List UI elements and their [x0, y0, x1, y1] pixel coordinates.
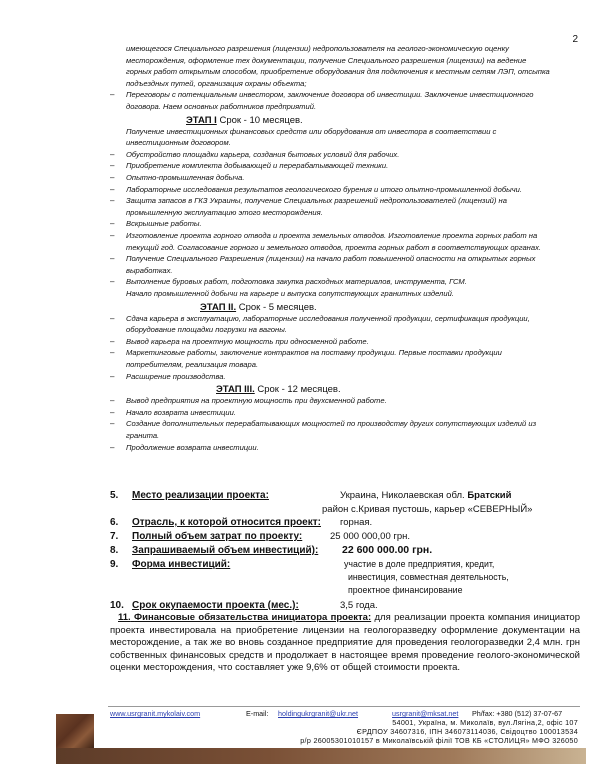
stage-1-line: промышленную эксплуатацию этого месторождения. [126, 207, 323, 217]
bullet-dash: – [110, 419, 115, 429]
stage-1-line: Получение Специального Разрешения (лицензии) на начало работ повышенной опасности на открытых горных [126, 254, 536, 264]
section-10-label: Срок окупаемости проекта (мес.): [132, 600, 299, 611]
stage-1-line: Получение инвестиционных финансовых средств или оборудования от инвестора в соответствии с [126, 126, 497, 136]
section-10-value: 3,5 года. [340, 600, 378, 611]
intro-line: горных работ открытым способом, приобретение оборудования для подключения к местным сетям ЛЭП, отсыпка [126, 67, 550, 77]
section-9-number: 9. [110, 559, 119, 570]
bullet-dash: – [110, 371, 115, 381]
section-5-value: Украина, Николаевская обл. Братский [340, 490, 512, 501]
footer-bank: р/р 26005301010157 в Миколаївській філії ТОВ КБ «СТОЛИЦЯ» МФО 326050 [300, 736, 578, 745]
section-9-label: Форма инвестиций: [132, 559, 231, 570]
stage-1-line: Приобретение комплекта добывающей и перерабатывающей техники. [126, 161, 389, 171]
section-11-text: для реализации проекта компания инициатор проекта инвестировала на приобретение лицензии на геологоразведку оформление документации на месторождение, а так же во вновь созданное предприятие для проведения геологоразведки 2,4 млн. грн собственных финансовых средств и продолжает в настоящее время проведение геолого-экономической оценки месторождения, что составляет уже 9,6% от общей стоимости проекта. [110, 612, 581, 673]
stage-1-line: инвестиционным договором. [126, 138, 231, 148]
stage-1-line: выработках. [126, 265, 173, 275]
bullet-dash: – [110, 348, 115, 358]
bullet-dash: – [110, 219, 115, 229]
bullet-dash: – [110, 396, 115, 406]
intro-line: договора. Наем основных работников предприятий. [126, 102, 317, 111]
section-11-heading: 11. Финансовые обязательства инициатора проекта: [118, 612, 372, 623]
stage-1-heading: ЭТАП I Срок - 10 месяцев. [186, 114, 303, 126]
intro-line: месторождения, оформление тех документации, получение Специального разрешения (лицензии) на ведение [126, 55, 527, 65]
section-6-label: Отрасль, к которой относится проект: [132, 517, 321, 528]
granite-footer-band [56, 748, 586, 764]
section-7-value: 25 000 000,00 грн. [330, 531, 411, 542]
stage-3-line: Начало возврата инвестиции. [126, 407, 236, 417]
stage-2-line: оборудование площадки погрузки на вагоны. [126, 325, 287, 335]
intro-line: имеющегося Специального разрешения (лицензии) недропользователя на геолого-экономическую оценку [126, 44, 509, 53]
stage-1-line: Начало промышленной добычи на карьере и выпуска сопутствующих гранитных изделий. [126, 289, 454, 298]
stage-1-line: Защита запасов в ГКЗ Украины, получение Специальных разрешений недропользователей (лицензий) на [126, 196, 507, 206]
footer-codes: ЄРДПОУ 34607316, ІПН 346073114036, Свідоцтво 100013534 [356, 727, 578, 736]
stage-2-line: Сдача карьера в эксплуатацию, лабораторные исследования полученной продукции, сертификация продукции, [126, 313, 530, 323]
bullet-dash: – [110, 184, 115, 194]
bullet-dash: – [110, 407, 115, 417]
bullet-dash: – [110, 313, 115, 323]
bullet-dash: – [110, 231, 115, 240]
footer-divider [108, 706, 580, 707]
section-8-number: 8. [110, 545, 119, 556]
bullet-dash: – [110, 173, 115, 182]
section-5-value-2: район с.Кривая пустошь, карьер «СЕВЕРНЫЙ» [322, 504, 533, 515]
stage-2-heading: ЭТАП II. Срок - 5 месяцев. [200, 301, 317, 313]
stage-2-line: Маркетинговые работы, заключение контрактов на поставку продукции. Первые поставки продукции [126, 348, 502, 358]
stage-3-line: гранита. [126, 431, 160, 440]
stage-1-line: Обустройство площадки карьера, создания бытовых условий для рабочих. [126, 149, 400, 159]
footer-email-1[interactable]: holdingukrgranit@ukr.net [278, 709, 359, 718]
footer-email-2[interactable]: usrgranit@mksat.net [392, 709, 459, 718]
section-9-value-1: участие в доле предприятия, кредит, [344, 559, 495, 569]
footer-address: 54001, Україна, м. Миколаїв, вул.Лягіна,2, офіс 107 [392, 718, 578, 727]
stage-2-line: Вывод карьера на проектную мощность при односменной работе. [126, 336, 369, 346]
bullet-dash: – [110, 277, 115, 287]
intro-line: Переговоры с потенциальным инвестором, заключение договора об инвестиции. Заключение инвестиционного [126, 90, 534, 100]
section-5-number: 5. [110, 490, 119, 501]
bullet-dash: – [110, 336, 115, 346]
section-8-value: 22 600 000.00 грн. [342, 544, 433, 556]
stage-2-line: потребителям, реализация товара. [126, 360, 259, 369]
page-number: 2 [572, 34, 578, 45]
stage-2-line: Расширение производства. [126, 371, 226, 381]
stage-1-line: Изготовление проекта горного отвода и проекта земельных отводов. Изготовление проекта горных работ на [126, 231, 538, 240]
stage-3-heading: ЭТАП III. Срок - 12 месяцев. [216, 384, 341, 396]
section-11-paragraph [110, 612, 580, 675]
section-10-number: 10. [110, 600, 124, 611]
bullet-dash: – [110, 442, 115, 452]
bullet-dash: – [110, 254, 115, 264]
bullet-dash: – [110, 90, 115, 100]
bullet-dash: – [110, 196, 115, 206]
section-7-number: 7. [110, 531, 119, 542]
section-6-number: 6. [110, 517, 119, 528]
section-5-label: Место реализации проекта: [132, 490, 269, 501]
stage-3-line: Вывод предприятия на проектную мощность при двухсменной работе. [126, 396, 387, 406]
stage-1-line: Выполнение буровых работ, подготовка закупка расходных материалов, инструмента, ГСМ. [126, 277, 467, 287]
footer-email-label: E-mail: [246, 709, 269, 718]
section-6-value: горная. [340, 517, 373, 528]
bullet-dash: – [110, 161, 115, 171]
stage-1-line: Вскрышные работы. [126, 219, 202, 229]
stage-3-line: Создание дополнительных перерабатывающих мощностей по производству других сопутствующих изделий из [126, 419, 537, 429]
stage-1-line: текущий год. Согласование горного и земельного отводов, проекта горных работ в соответствующих органах. [126, 242, 541, 252]
stage-3-line: Продолжение возврата инвестиции. [126, 442, 259, 452]
granite-logo-icon [56, 714, 94, 748]
intro-line: подъездных путей, организация охраны объекта; [126, 78, 307, 88]
bullet-dash: – [110, 149, 115, 159]
section-9-value-2: инвестиция, совместная деятельность, [348, 572, 509, 582]
stage-1-line: Опытно-промышленная добыча. [126, 173, 245, 182]
section-8-label: Запрашиваемый объем инвестиций): [132, 545, 319, 556]
stage-1-line: Лабораторные исследования результатов геологического бурения и итого опытно-промышленной добычи. [126, 184, 522, 194]
section-9-value-3: проектное финансирование [348, 585, 463, 595]
section-7-label: Полный объем затрат по проекту: [132, 531, 303, 542]
footer-website-link[interactable]: www.usrgranit.mykolaiv.com [110, 709, 201, 718]
footer-phone: Ph/fax: +380 (512) 37-07-67 [472, 709, 563, 718]
